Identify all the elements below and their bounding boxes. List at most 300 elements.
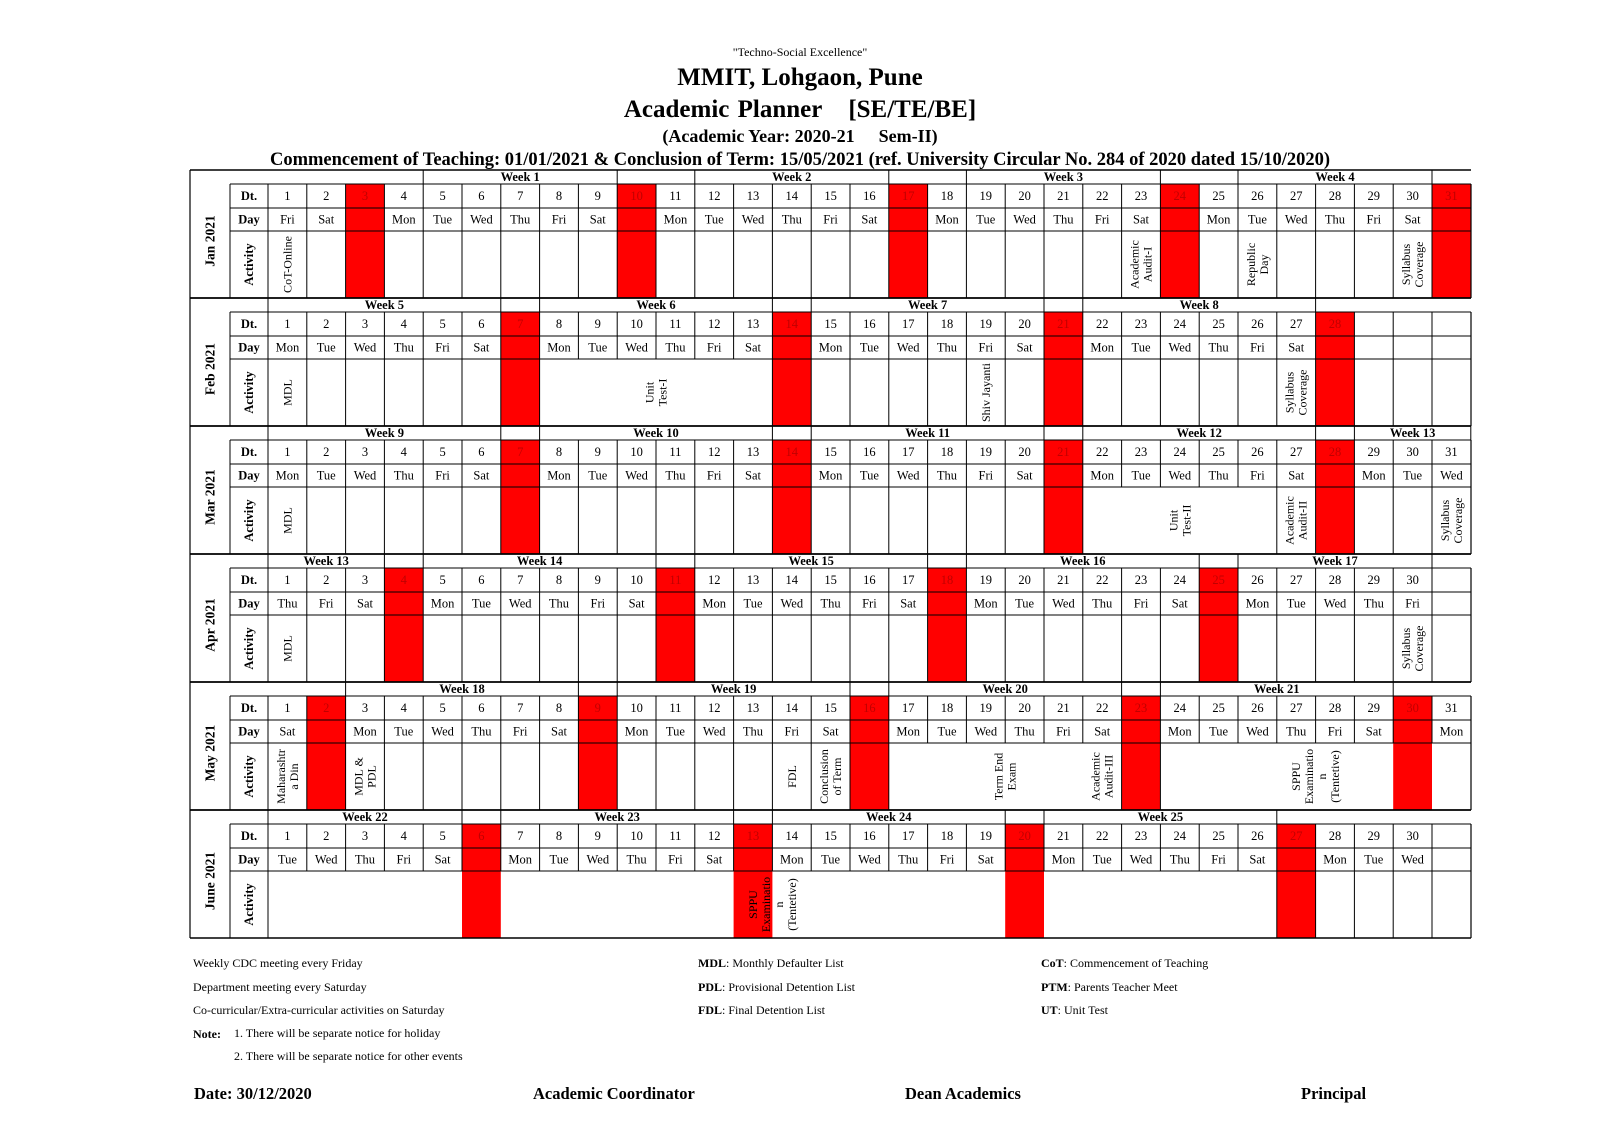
date-cell: 5 (439, 445, 446, 459)
date-cell: 1 (284, 189, 291, 203)
weekday-cell: Fri (1094, 212, 1110, 227)
date-cell: 19 (979, 573, 993, 587)
date-cell: 29 (1367, 829, 1381, 843)
weekday-cell: Thu (548, 596, 570, 611)
week-label: Week 5 (364, 298, 405, 312)
weekday-cell: Mon (275, 340, 300, 355)
weekday-cell: Mon (896, 724, 921, 739)
date-cell: 10 (630, 317, 643, 331)
activity-text: Examinatio (1302, 748, 1317, 805)
weekday-cell: Sat (822, 724, 839, 739)
activity-text: MDL (280, 635, 295, 662)
date-row-label: Dt. (240, 573, 258, 587)
weekday-cell: Mon (973, 596, 998, 611)
abbr-cot-key: CoT (1041, 956, 1064, 970)
activity-row-label: Activity (242, 243, 256, 286)
weekday-cell: Sun (1402, 724, 1423, 739)
weekday-cell: Fri (435, 468, 450, 483)
date-cell: 11 (669, 189, 682, 203)
activity-text: Coverage (1412, 241, 1427, 288)
weekday-cell: Mon (547, 468, 571, 483)
date-cell: 7 (517, 701, 524, 715)
date-cell: 4 (400, 829, 407, 843)
date-cell: 20 (1018, 829, 1031, 843)
date-cell: 6 (478, 573, 485, 587)
weekday-cell: Wed (1401, 852, 1424, 867)
date-cell: 2 (323, 189, 330, 203)
week-label: Week 24 (866, 810, 912, 824)
date-cell: 6 (478, 445, 485, 459)
date-cell: 23 (1134, 189, 1148, 203)
weekday-cell: Wed (858, 852, 881, 867)
day-row-label: Day (238, 596, 260, 611)
date-cell: 25 (1212, 573, 1225, 587)
activity-text: Coverage (1412, 625, 1427, 672)
weekday-cell: Sun (1325, 340, 1345, 355)
weekday-cell: Thu (393, 468, 414, 483)
weekday-cell: Tue (1209, 724, 1229, 739)
activity-text: Exam (1004, 762, 1019, 791)
activity-text: Syllabus (1282, 371, 1297, 414)
note-label (193, 1027, 221, 1042)
legend-department: Department meeting every Saturday (193, 980, 367, 994)
weekday-cell: Wed (1013, 212, 1036, 227)
date-cell: 19 (979, 317, 993, 331)
day-row-label: Day (238, 212, 260, 227)
activity-text: Conclusion (817, 749, 832, 804)
activity-text: Academic (1088, 752, 1103, 801)
date-cell: 22 (1095, 317, 1109, 331)
date-cell: 25 (1212, 317, 1225, 331)
weekday-cell: Wed (353, 340, 377, 355)
date-cell: 26 (1251, 445, 1264, 459)
week-label: Week 10 (633, 426, 679, 440)
date-cell: 7 (517, 317, 524, 331)
date-cell: 7 (517, 189, 524, 203)
weekday-cell: Fri (396, 852, 412, 867)
weekday-cell: Sun (1131, 724, 1151, 739)
month-label: June 2021 (202, 851, 218, 911)
date-cell: 8 (555, 829, 563, 843)
activity-text: (Tentetive) (1328, 750, 1343, 803)
date-cell: 4 (400, 317, 407, 331)
weekday-cell: Tue (277, 852, 297, 867)
activity-text: Test-I (655, 378, 670, 407)
date-cell: 14 (785, 189, 799, 203)
date-cell: 13 (746, 573, 760, 587)
weekday-cell: Wed (741, 212, 765, 227)
weekday-cell: Thu (1208, 468, 1229, 483)
date-cell: 9 (594, 317, 601, 331)
month-label: Mar 2021 (202, 469, 218, 525)
weekday-cell: Wed (1246, 724, 1269, 739)
week-label: Week 19 (710, 682, 757, 696)
weekday-cell: Tue (1092, 852, 1112, 867)
day-row-label: Day (238, 340, 260, 355)
calendar-grid (190, 170, 1471, 954)
legend-cdc: Weekly CDC meeting every Friday (193, 956, 363, 970)
activity-row-label: Activity (242, 755, 256, 798)
date-cell: 19 (979, 829, 993, 843)
date-cell: 12 (707, 189, 721, 203)
activity-text: Republic (1243, 242, 1258, 287)
activity-text: MDL (280, 379, 295, 406)
date-cell: 5 (439, 317, 446, 331)
weekday-cell: Mon (1323, 852, 1347, 867)
date-cell: 28 (1328, 573, 1342, 587)
activity-text: Shiv Jayanti (978, 363, 993, 422)
month-label: Apr 2021 (202, 598, 218, 652)
date-cell: 27 (1289, 829, 1303, 843)
date-cell: 30 (1406, 189, 1419, 203)
weekday-cell: Mon (1090, 468, 1115, 483)
weekday-cell: Fri (784, 724, 800, 739)
activity-text: (Tentetive) (784, 878, 799, 931)
weekday-cell: Tue (937, 724, 957, 739)
abbr-fdl-value: : Final Detention List (722, 1003, 825, 1017)
commencement-line: Commencement of Teaching: 01/01/2021 & Conclusion of Term: 15/05/2021 (ref. University Circular No. 284 of 2020 dated 15/10/2020) (269, 150, 1331, 170)
weekday-cell: Wed (470, 212, 493, 227)
weekday-cell: Fri (1056, 724, 1071, 739)
academic-calendar (190, 170, 1471, 954)
weekday-cell: Fri (939, 852, 955, 867)
weekday-cell: Fri (318, 596, 334, 611)
abbr-mdl (698, 956, 844, 971)
date-cell: 17 (901, 573, 915, 587)
date-cell: 3 (361, 317, 369, 331)
date-cell: 10 (630, 189, 643, 203)
date-cell: 12 (707, 829, 721, 843)
weekday-cell: Tue (471, 596, 491, 611)
weekday-cell: Sun (1053, 468, 1074, 483)
date-cell: 27 (1289, 445, 1303, 459)
weekday-cell: Fri (551, 212, 567, 227)
weekday-cell: Thu (1169, 852, 1190, 867)
date-cell: 22 (1095, 445, 1109, 459)
abbr-fdl (698, 1003, 825, 1018)
weekday-cell: Fri (706, 468, 722, 483)
date-cell: 17 (901, 189, 915, 203)
date-cell: 10 (630, 829, 643, 843)
weekday-cell: Sat (977, 852, 994, 867)
date-cell: 21 (1057, 829, 1070, 843)
date-cell: 15 (824, 829, 837, 843)
date-cell: 17 (901, 701, 915, 715)
week-label: Week 21 (1254, 682, 1300, 696)
week-label: Week 17 (1312, 554, 1358, 568)
weekday-cell: Tue (821, 852, 841, 867)
weekday-cell: Tue (1364, 852, 1384, 867)
date-cell: 9 (594, 829, 601, 843)
academic-year: (Academic Year: 2020-21 (662, 126, 855, 146)
week-label: Week 14 (516, 554, 563, 568)
date-cell: 26 (1251, 829, 1264, 843)
weekday-cell: Sun (1325, 468, 1345, 483)
date-cell: 24 (1173, 189, 1187, 203)
date-cell: 21 (1057, 189, 1070, 203)
abbr-cot-value: : Commencement of Teaching (1063, 956, 1209, 970)
activity-text: Academic (1127, 240, 1142, 289)
date-cell: 8 (555, 573, 563, 587)
activity-row-label: Activity (242, 627, 256, 670)
date-cell: 9 (594, 189, 601, 203)
date-cell: 11 (669, 829, 682, 843)
weekday-cell: Mon (1206, 212, 1231, 227)
date-cell: 23 (1134, 829, 1148, 843)
abbr-pdl (698, 980, 855, 995)
activity-text: Coverage (1295, 369, 1310, 416)
weekday-cell: Mon (702, 596, 727, 611)
date-cell: 26 (1251, 701, 1264, 715)
date-cell: 23 (1134, 573, 1148, 587)
date-cell: 21 (1057, 445, 1070, 459)
week-label: Week 16 (1060, 554, 1106, 568)
activity-text: Unit (1166, 509, 1181, 532)
weekday-cell: Sat (1288, 468, 1305, 483)
date-cell: 25 (1212, 829, 1225, 843)
activity-text: Syllabus (1399, 627, 1414, 670)
date-cell: 20 (1018, 573, 1031, 587)
date-cell: 5 (439, 701, 446, 715)
activity-text: SPPU (745, 890, 760, 919)
abbr-mdl-key: MDL (698, 956, 726, 970)
week-label: Week 12 (1176, 426, 1222, 440)
signature-dean-academics: Dean Academics (905, 1084, 1021, 1103)
weekday-cell: Sat (551, 724, 567, 739)
weekday-cell: Sun (743, 852, 763, 867)
month-block (190, 682, 1471, 810)
weekday-cell: Wed (1168, 340, 1192, 355)
weekday-cell: Sat (1365, 724, 1382, 739)
weekday-cell: Wed (1440, 468, 1463, 483)
date-cell: 2 (323, 829, 330, 843)
date-cell: 1 (284, 829, 291, 843)
month-label: Jan 2021 (202, 215, 218, 267)
date-cell: 9 (594, 701, 601, 715)
weekday-cell: Fri (1133, 596, 1149, 611)
date-row-label: Dt. (240, 701, 258, 715)
week-label: Week 18 (439, 682, 485, 696)
weekday-cell: Thu (393, 340, 414, 355)
weekday-cell: Tue (1131, 340, 1151, 355)
weekday-cell: Fri (862, 596, 877, 611)
activity-text: FDL (784, 765, 799, 788)
week-label: Week 6 (636, 298, 676, 312)
date-cell: 1 (284, 573, 291, 587)
day-row-label: Day (238, 468, 260, 483)
weekday-cell: Wed (1284, 212, 1308, 227)
month-block (190, 554, 1471, 682)
weekday-cell: Thu (781, 212, 802, 227)
activity-row-label: Activity (242, 499, 256, 542)
date-cell: 15 (824, 701, 837, 715)
weekday-cell: Thu (1092, 596, 1113, 611)
weekday-cell: Fri (1405, 596, 1420, 611)
abbr-ut (1041, 1003, 1108, 1018)
abbr-ptm-value: : Parents Teacher Meet (1067, 980, 1178, 994)
legend-cocurricular: Co-curricular/Extra-curricular activities on Saturday (193, 1003, 445, 1017)
date-cell: 5 (439, 829, 446, 843)
weekday-cell: Mon (1167, 724, 1192, 739)
date-cell: 4 (400, 189, 407, 203)
weekday-cell: Thu (471, 724, 492, 739)
weekday-cell: Sat (318, 212, 335, 227)
weekday-cell: Thu (1053, 212, 1074, 227)
date-cell: 16 (863, 573, 876, 587)
weekday-cell: Fri (590, 596, 606, 611)
date-cell: 1 (284, 701, 291, 715)
weekday-cell: Fri (1250, 468, 1265, 483)
weekday-cell: Sat (1404, 212, 1421, 227)
weekday-cell: Mon (663, 212, 688, 227)
weekday-cell: Mon (818, 468, 843, 483)
weekday-cell: Mon (1245, 596, 1270, 611)
weekday-cell: Mon (935, 212, 959, 227)
date-cell: 29 (1367, 189, 1381, 203)
weekday-cell: Sun (859, 724, 880, 739)
activity-text: MDL & (351, 757, 366, 796)
weekday-cell: Fri (706, 340, 722, 355)
date-cell: 7 (517, 445, 524, 459)
weekday-cell: Sun (510, 340, 530, 355)
weekday-cell: Wed (508, 596, 532, 611)
activity-text: SPPU (1289, 762, 1304, 791)
abbr-ptm-key: PTM (1041, 980, 1068, 994)
date-cell: 23 (1134, 701, 1148, 715)
planner-title-text: Academic Planner (623, 96, 823, 123)
date-cell: 31 (1445, 445, 1458, 459)
abbr-mdl-value: : Monthly Defaulter List (726, 956, 844, 970)
month-block (190, 298, 1471, 426)
weekday-cell: Sat (1249, 852, 1266, 867)
date-cell: 22 (1095, 573, 1109, 587)
date-cell: 17 (901, 317, 915, 331)
weekday-cell: Thu (277, 596, 298, 611)
weekday-cell: Sun (1170, 212, 1190, 227)
weekday-cell: Sun (1053, 340, 1074, 355)
activity-row-label: Activity (242, 883, 256, 926)
week-label: Week 4 (1315, 170, 1355, 184)
week-label: Week 22 (342, 810, 388, 824)
institute-name: MMIT, Lohgaon, Pune (677, 64, 923, 91)
weekday-cell: Thu (1286, 724, 1307, 739)
date-cell: 26 (1251, 317, 1264, 331)
date-cell: 29 (1367, 445, 1381, 459)
weekday-cell: Sat (745, 340, 761, 355)
activity-text: Audit-II (1295, 500, 1310, 541)
date-cell: 18 (940, 573, 954, 587)
planner-classes: [SE/TE/BE] (848, 96, 977, 123)
date-cell: 22 (1095, 701, 1109, 715)
weekday-cell: Thu (1208, 340, 1229, 355)
weekday-cell: Wed (625, 468, 648, 483)
date-cell: 15 (824, 189, 837, 203)
date-cell: 15 (824, 445, 837, 459)
signature-date: Date: 30/12/2020 (194, 1084, 312, 1103)
weekday-cell: Tue (316, 468, 336, 483)
weekday-cell: Mon (1051, 852, 1076, 867)
date-row-label: Dt. (240, 189, 258, 203)
motto: "Techno-Social Excellence" (732, 45, 868, 59)
date-cell: 24 (1173, 317, 1187, 331)
weekday-cell: Fri (668, 852, 683, 867)
weekday-cell: Wed (702, 724, 726, 739)
weekday-cell: Thu (665, 340, 686, 355)
date-cell: 7 (517, 829, 524, 843)
weekday-cell: Sat (1133, 212, 1149, 227)
date-cell: 5 (439, 573, 446, 587)
date-row-label: Dt. (240, 317, 258, 331)
month-label: May 2021 (202, 724, 218, 782)
weekday-cell: Tue (665, 724, 685, 739)
activity-text: Academic (1282, 496, 1297, 545)
date-cell: 20 (1018, 189, 1031, 203)
date-cell: 23 (1134, 445, 1148, 459)
date-cell: 12 (707, 573, 721, 587)
date-cell: 18 (940, 701, 954, 715)
activity-text: PDL (364, 765, 379, 788)
weekday-cell: Fri (1250, 340, 1265, 355)
weekday-cell: Fri (1211, 852, 1226, 867)
weekday-cell: Tue (1131, 468, 1151, 483)
weekday-cell: Sun (316, 724, 336, 739)
date-cell: 11 (669, 445, 682, 459)
abbr-cot (1041, 956, 1208, 971)
date-cell: 12 (707, 445, 721, 459)
date-cell: 20 (1018, 701, 1031, 715)
date-cell: 4 (400, 445, 407, 459)
date-cell: 24 (1173, 445, 1187, 459)
activity-text: n (771, 901, 786, 908)
date-cell: 8 (555, 445, 563, 459)
date-cell: 20 (1018, 445, 1031, 459)
weekday-cell: Sat (745, 468, 761, 483)
date-cell: 26 (1251, 573, 1264, 587)
weekday-cell: Mon (508, 852, 533, 867)
date-cell: 19 (979, 701, 993, 715)
date-cell: 19 (979, 445, 993, 459)
date-cell: 2 (323, 701, 330, 715)
week-label: Week 15 (788, 554, 834, 568)
weekday-cell: Thu (1363, 596, 1384, 611)
date-cell: 9 (594, 573, 601, 587)
week-label: Week 1 (500, 170, 540, 184)
date-cell: 25 (1212, 445, 1225, 459)
activity-text: a Din (286, 763, 301, 790)
weekday-cell: Sun (782, 468, 802, 483)
activity-text: Term End (991, 752, 1006, 801)
weekday-cell: Sun (665, 596, 686, 611)
abbr-ptm (1041, 980, 1178, 995)
weekday-cell: Wed (1129, 852, 1153, 867)
date-cell: 27 (1289, 317, 1303, 331)
weekday-cell: Sun (1014, 852, 1035, 867)
weekday-cell: Mon (1439, 724, 1464, 739)
date-cell: 13 (746, 317, 760, 331)
date-cell: 25 (1212, 701, 1225, 715)
weekday-cell: Tue (1286, 596, 1306, 611)
weekday-cell: Fri (280, 212, 295, 227)
date-cell: 3 (361, 189, 369, 203)
weekday-cell: Sun (471, 852, 492, 867)
activity-text: CoT-Online (280, 236, 295, 293)
weekday-cell: Sun (394, 596, 414, 611)
date-cell: 25 (1212, 189, 1225, 203)
weekday-cell: Wed (1168, 468, 1192, 483)
academic-year-line (0, 126, 1600, 147)
date-cell: 6 (478, 189, 485, 203)
abbr-fdl-key: FDL (698, 1003, 722, 1017)
